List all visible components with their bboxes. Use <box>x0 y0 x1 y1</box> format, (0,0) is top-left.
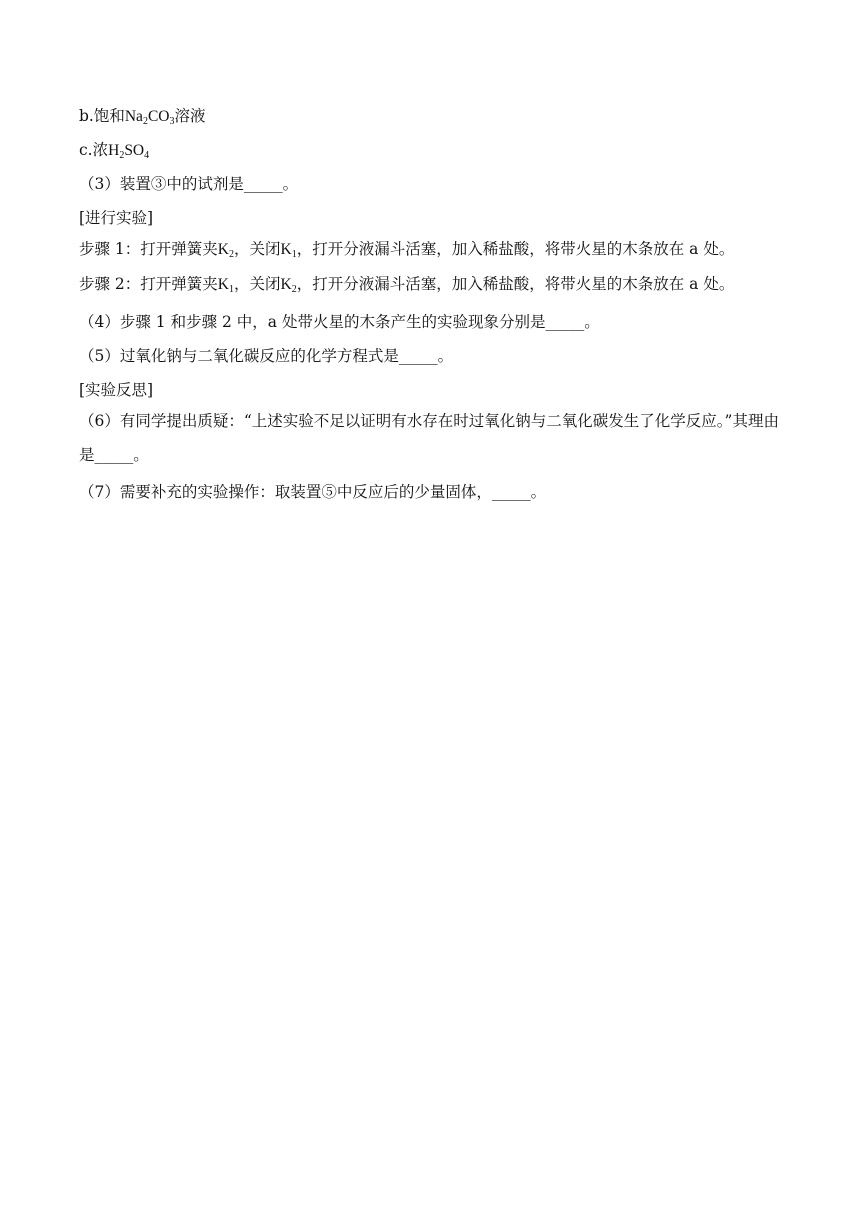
formula-na2co3 <box>125 108 175 125</box>
section-heading-reflection: [实验反思] <box>79 381 154 399</box>
step-2-text: 步骤 2：打开弹簧夹 <box>79 275 218 293</box>
step-2-text: ，打开分液漏斗活塞，加入稀盐酸，将带火星的木条放在 a 处。 <box>296 275 735 293</box>
formula-part: K <box>217 276 229 293</box>
option-c <box>79 136 779 164</box>
formula-subscript: 1 <box>291 249 297 260</box>
formula-subscript: 2 <box>291 284 297 295</box>
option-b-label: b.饱和 <box>79 107 125 125</box>
formula-part: CO <box>147 108 170 125</box>
switch-k1 <box>218 276 234 293</box>
switch-k2 <box>218 241 234 258</box>
question-3: （3）装置③中的试剂是_____。 <box>79 175 299 193</box>
step-1-text: ，打开分液漏斗活塞，加入稀盐酸，将带火星的木条放在 a 处。 <box>296 240 735 258</box>
switch-k1 <box>281 241 297 258</box>
formula-part: SO <box>124 142 145 159</box>
question-content <box>79 102 779 506</box>
option-b-suffix: 溶液 <box>174 107 206 125</box>
formula-subscript: 4 <box>144 150 150 161</box>
formula-subscript: 2 <box>142 116 148 127</box>
section-heading-experiment: [进行实验] <box>79 209 154 227</box>
question-5: （5）过氧化钠与二氧化碳反应的化学方程式是_____。 <box>79 347 454 365</box>
formula-part: Na <box>124 108 143 125</box>
formula-subscript: 1 <box>229 284 234 295</box>
question-6: （6）有同学提出质疑：“上述实验不足以证明有水存在时过氧化钠与二氧化碳发生了化学反应。”其理由是_____。 <box>79 412 779 464</box>
formula-part: K <box>217 241 229 258</box>
formula-h2so4 <box>108 142 149 159</box>
question-4: （4）步骤 1 和步骤 2 中，a 处带火星的木条产生的实验现象分别是_____。 <box>79 313 600 331</box>
formula-subscript: 2 <box>119 150 125 161</box>
option-b <box>79 102 779 130</box>
option-c-label: c.浓 <box>79 141 109 159</box>
formula-subscript: 3 <box>169 116 175 127</box>
step-2 <box>79 267 779 302</box>
formula-subscript: 2 <box>229 249 234 260</box>
step-1-text: ，关闭 <box>234 240 281 258</box>
formula-part: K <box>280 241 292 258</box>
formula-part: H <box>108 142 120 159</box>
question-7: （7）需要补充的实验操作：取装置⑤中反应后的少量固体，_____。 <box>79 483 547 501</box>
step-2-text: ，关闭 <box>234 275 281 293</box>
switch-k2 <box>281 276 297 293</box>
step-1-text: 步骤 1：打开弹簧夹 <box>79 240 218 258</box>
formula-part: K <box>280 276 292 293</box>
step-1 <box>79 232 779 267</box>
